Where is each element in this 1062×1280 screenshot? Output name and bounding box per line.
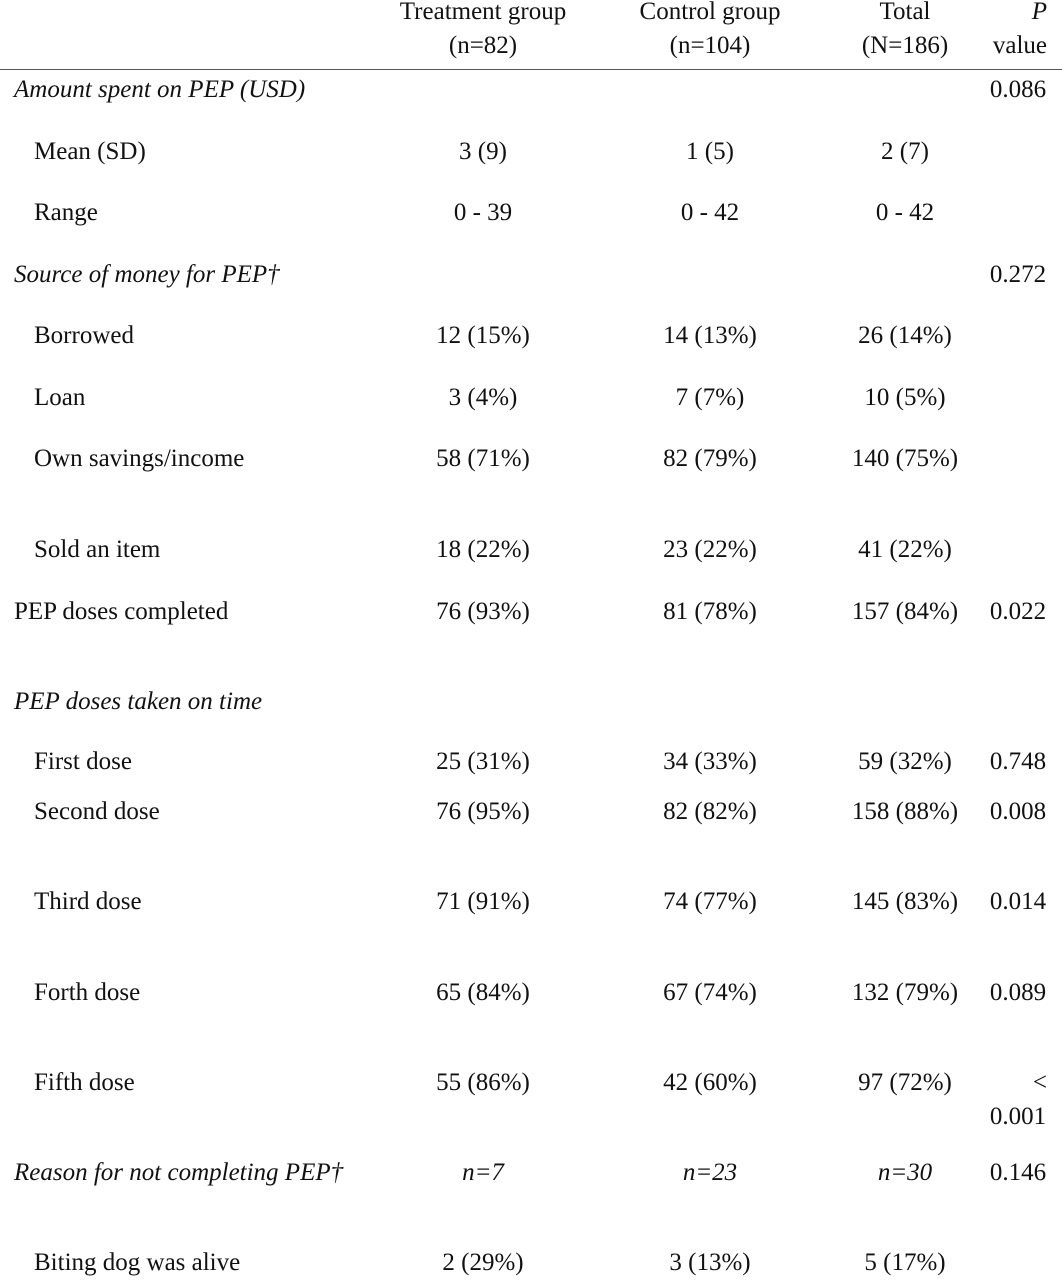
header-control-title: Control group (639, 0, 781, 25)
cell-control: 82 (79%) (663, 445, 757, 472)
cell-treatment: 12 (15%) (436, 322, 530, 349)
row-label: Source of money for PEP† (14, 261, 280, 288)
cell-total: 2 (7) (881, 138, 929, 165)
table-row (0, 1156, 1062, 1190)
cell-treatment: 71 (91%) (436, 888, 530, 915)
row-label: Second dose (34, 798, 160, 825)
cell-treatment: 3 (9) (459, 138, 507, 165)
row-label: First dose (34, 748, 132, 775)
header-control-n: (n=104) (669, 32, 751, 59)
cell-control: 81 (78%) (663, 598, 757, 625)
cell-control: 74 (77%) (663, 888, 757, 915)
cell-control: 14 (13%) (663, 322, 757, 349)
cell-total: 59 (32%) (858, 748, 952, 775)
table-row (0, 73, 1062, 107)
cell-treatment: 65 (84%) (436, 979, 530, 1006)
row-label: Sold an item (34, 536, 161, 563)
cell-pvalue: 0.022 (989, 598, 1047, 625)
cell-control: 67 (74%) (663, 979, 757, 1006)
cell-treatment: 55 (86%) (436, 1069, 530, 1096)
table-row (0, 976, 1062, 1010)
cell-treatment: 3 (4%) (448, 384, 518, 411)
cell-control: 82 (82%) (663, 798, 757, 825)
cell-total: 158 (88%) (851, 798, 959, 825)
row-label: Amount spent on PEP (USD) (14, 76, 306, 103)
header-total (810, 0, 1000, 63)
row-label: Third dose (34, 888, 142, 915)
header-treatment-n: (n=82) (448, 32, 518, 59)
cell-pvalue-continued: 0.001 (989, 1103, 1047, 1130)
header-divider (0, 69, 1062, 70)
table-header (0, 0, 1062, 70)
cell-total: 157 (84%) (851, 598, 959, 625)
table-row (0, 1066, 1062, 1100)
row-label: Loan (34, 384, 86, 411)
cell-treatment: 76 (95%) (436, 798, 530, 825)
cell-treatment: 25 (31%) (436, 748, 530, 775)
header-treatment-title: Treatment group (399, 0, 567, 25)
row-label: Own savings/income (34, 445, 245, 472)
header-pvalue-value: value (992, 32, 1047, 59)
cell-pvalue: 0.272 (989, 261, 1047, 288)
row-label: Reason for not completing PEP† (14, 1159, 344, 1186)
cell-treatment: 0 - 39 (453, 199, 513, 226)
cell-pvalue: 0.086 (989, 76, 1047, 103)
cell-total: 5 (17%) (864, 1249, 946, 1276)
row-label: Fifth dose (34, 1069, 135, 1096)
cell-control: 23 (22%) (663, 536, 757, 563)
row-label: Forth dose (34, 979, 141, 1006)
cell-pvalue: < (1032, 1069, 1047, 1096)
header-total-n: (N=186) (861, 32, 949, 59)
cell-control: 3 (13%) (669, 1249, 751, 1276)
cell-total: 41 (22%) (858, 536, 952, 563)
cell-control: n=23 (682, 1159, 738, 1186)
header-pvalue-p: P (1031, 0, 1047, 25)
cell-control: 34 (33%) (663, 748, 757, 775)
table-row (0, 381, 1062, 415)
cell-treatment: n=7 (462, 1159, 504, 1186)
cell-pvalue: 0.146 (989, 1159, 1047, 1186)
cell-total: n=30 (877, 1159, 933, 1186)
row-label: Range (34, 199, 98, 226)
table-row (0, 135, 1062, 169)
row-label: PEP doses completed (14, 598, 229, 625)
table-row (0, 745, 1062, 779)
table-row (0, 319, 1062, 353)
row-label: Mean (SD) (34, 138, 146, 165)
cell-treatment: 58 (71%) (436, 445, 530, 472)
cell-control: 0 - 42 (680, 199, 740, 226)
cell-total: 145 (83%) (851, 888, 959, 915)
cell-treatment: 76 (93%) (436, 598, 530, 625)
cell-control: 7 (7%) (675, 384, 745, 411)
cell-total: 97 (72%) (858, 1069, 952, 1096)
header-total-title: Total (879, 0, 931, 25)
cell-total: 140 (75%) (851, 445, 959, 472)
header-control (610, 0, 810, 63)
table-row (0, 442, 1062, 476)
table-row (0, 795, 1062, 829)
table-row (0, 258, 1062, 292)
header-treatment (383, 0, 583, 63)
cell-total: 10 (5%) (864, 384, 946, 411)
cell-treatment: 2 (29%) (442, 1249, 524, 1276)
cell-pvalue: 0.748 (989, 748, 1047, 775)
cell-pvalue: 0.089 (989, 979, 1047, 1006)
cell-control: 1 (5) (686, 138, 734, 165)
table-row (0, 885, 1062, 919)
cell-total: 0 - 42 (875, 199, 935, 226)
cell-total: 26 (14%) (858, 322, 952, 349)
cell-pvalue: 0.008 (989, 798, 1047, 825)
table-row (0, 533, 1062, 567)
table-row (0, 196, 1062, 230)
table-row (0, 595, 1062, 629)
header-pvalue (975, 0, 1061, 63)
cell-treatment: 18 (22%) (436, 536, 530, 563)
cell-total: 132 (79%) (851, 979, 959, 1006)
table-row (0, 1246, 1062, 1280)
row-label: Borrowed (34, 322, 134, 349)
row-label: PEP doses taken on time (14, 688, 263, 715)
table-row (0, 685, 1062, 719)
cell-pvalue: 0.014 (989, 888, 1047, 915)
row-label: Biting dog was alive (34, 1249, 241, 1276)
cell-control: 42 (60%) (663, 1069, 757, 1096)
